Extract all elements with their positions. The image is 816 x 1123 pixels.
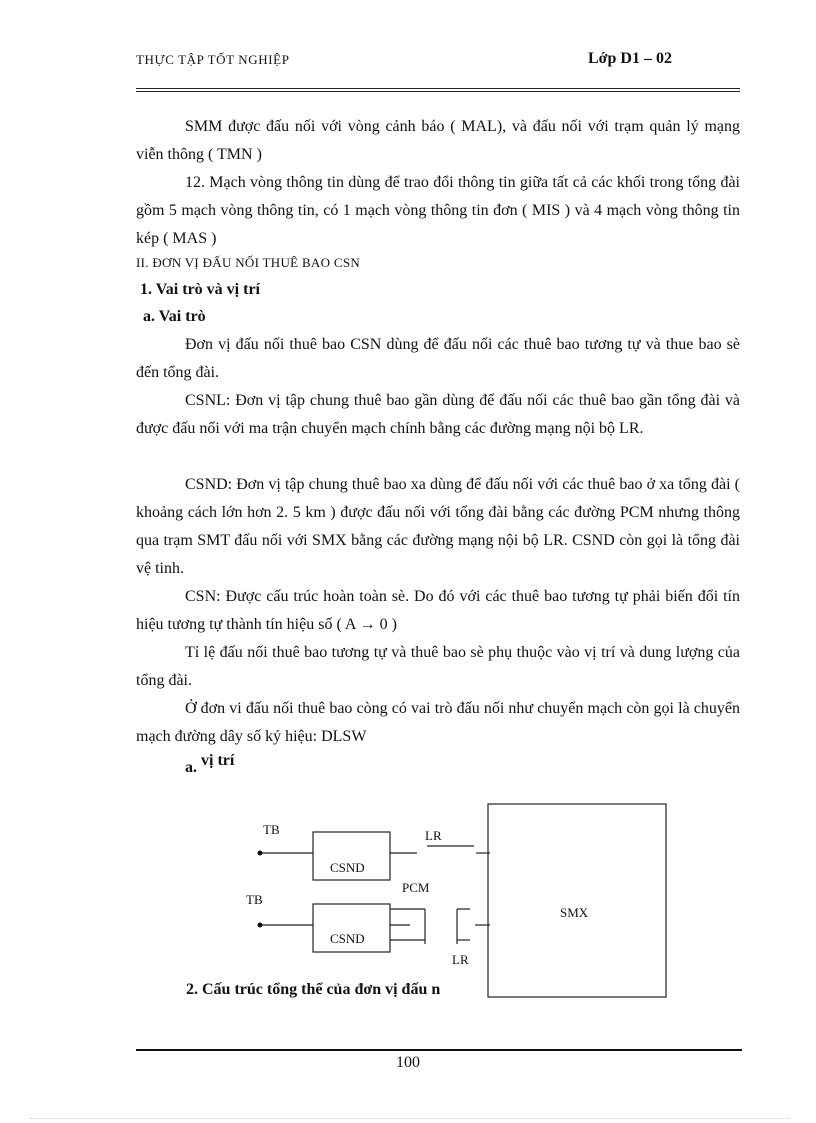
paragraph-csn-structure: CSN: Được cấu trúc hoàn toàn sè. Do đó với các thuê bao tương tự phải biến đổi tín hiệu tương tự thành tín hiệu số ( A → 0 ) <box>136 588 740 633</box>
paragraph-dlsw: Ở đơn vi đấu nối thuê bao còng có vai trò đấu nối như chuyển mạch còn gọi là chuyển mạch đường dây số ký hiệu: DLSW <box>136 700 740 745</box>
tb1-label: TB <box>263 822 280 837</box>
subsub-heading: a. Vai trò <box>143 308 206 325</box>
subsection-heading: 1. Vai trò và vị trí <box>140 281 260 298</box>
footer-rule <box>136 1049 742 1051</box>
paragraph-csn: Đơn vị đấu nối thuê bao CSN dùng để đấu nối các thuê bao tương tự và thue bao sè đến tổng đài. <box>136 336 740 381</box>
paragraph-csnl: CSNL: Đơn vị tập chung thuê bao gần dùng để đấu nối các thuê bao gần tổng đài và được đấu nối với ma trận chuyển mạch chính bằng các đường mạng nội bộ LR. <box>136 392 740 437</box>
tb1-terminal <box>258 851 263 856</box>
paragraph-mach-vong: 12. Mạch vòng thông tin dùng để trao đổi thông tin giữa tất cả các khối trong tổng đài gồm 5 mạch vòng thông tin, có 1 mạch vòng thông tin đơn ( MIS ) và 4 mạch vòng thông tin kép ( MAS ) <box>136 174 740 247</box>
lr-top-label: LR <box>425 828 442 843</box>
pcm-label: PCM <box>402 880 430 895</box>
vitri-letter: a. <box>185 759 197 776</box>
header-class: Lớp D1 – 02 <box>588 50 672 67</box>
page-number: 100 <box>396 1054 420 1071</box>
header-title: THỰC TẬP TỐT NGHIỆP <box>136 52 290 67</box>
paragraph-ratio: Tỉ lệ đấu nối thuê bao tương tự và thuê bao sè phụ thuộc vào vị trí và dung lượng của tổng đài. <box>136 644 740 689</box>
tb2-label: TB <box>246 892 263 907</box>
paragraph-smm: SMM được đấu nối với vòng cảnh báo ( MAL), và đấu nối với trạm quản lý mạng viễn thông ( TMN ) <box>136 118 740 163</box>
lr-bottom-label: LR <box>452 952 469 967</box>
section-heading: II. ĐƠN VỊ ĐẤU NỐI THUÊ BAO CSN <box>136 255 361 270</box>
vitri-text: vị trí <box>201 752 235 769</box>
smx-label: SMX <box>560 905 589 920</box>
tb2-terminal <box>258 923 263 928</box>
csnd1-label: CSND <box>330 860 365 875</box>
bottom-heading: 2. Cấu trúc tổng thể của đơn vị đấu n <box>186 981 441 998</box>
paragraph-csnd: CSND: Đơn vị tập chung thuê bao xa dùng để đấu nối với các thuê bao ở xa tổng đài ( khoảng cách lớn hơn 2. 5 km ) được đấu nối với tổng đài bằng các đường PCM nhưng thông qua trạm SMT đấu nối với SMX bằng các đường mạng nội bộ LR. CSND còn gọi là tổng đài vệ tinh. <box>136 476 740 577</box>
csnd2-label: CSND <box>330 931 365 946</box>
page-edge-dots <box>30 1118 790 1119</box>
smx-box <box>488 804 666 997</box>
